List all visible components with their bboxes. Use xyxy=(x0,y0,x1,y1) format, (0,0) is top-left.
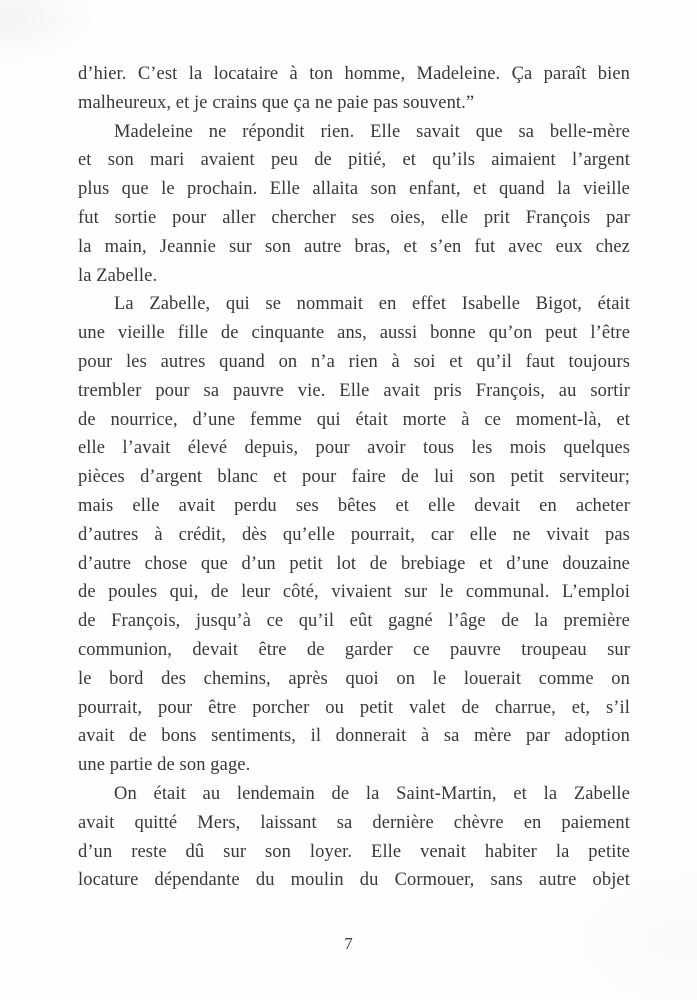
text-line: communion, devait être de garder ce pauvre troupeau sur xyxy=(78,639,630,660)
text-line: la main, Jeannie sur son autre bras, et s’en fut avec eux chez xyxy=(78,236,630,257)
text-line: La Zabelle, qui se nommait en effet Isabelle Bigot, était xyxy=(114,294,630,315)
text-line: On était au lendemain de la Saint-Martin, et la Zabelle xyxy=(114,783,630,804)
text-line: locature dépendante du moulin du Cormouer, sans autre objet xyxy=(78,870,630,891)
text-line: pour les autres quand on n’a rien à soi et qu’il faut toujours xyxy=(78,351,630,372)
text-line: d’autre chose que d’un petit lot de brebiage et d’une douzaine xyxy=(78,553,630,574)
text-line: de nourrice, d’une femme qui était morte à ce moment-là, et xyxy=(78,409,630,430)
text-line: trembler pour sa pauvre vie. Elle avait pris François, au sortir xyxy=(78,380,630,401)
text-line: une partie de son gage. xyxy=(78,755,251,776)
text-line: elle l’avait élevé depuis, pour avoir tous les mois quelques xyxy=(78,438,630,459)
paragraph xyxy=(78,780,630,895)
text-line: plus que le prochain. Elle allaita son enfant, et quand la vieille xyxy=(78,179,630,200)
text-line: le bord des chemins, après quoi on le louerait comme on xyxy=(78,668,630,689)
paragraph xyxy=(78,290,630,780)
text-line: d’hier. C’est la locataire à ton homme, Madeleine. Ça paraît bien xyxy=(78,64,630,84)
page-number: 7 xyxy=(344,934,353,953)
text-line: mais elle avait perdu ses bêtes et elle devait en acheter xyxy=(78,495,630,516)
text-line: la Zabelle. xyxy=(78,265,158,286)
text-line: Madeleine ne répondit rien. Elle savait que sa belle-mère xyxy=(114,121,630,142)
paragraph xyxy=(78,60,630,118)
text-line: avait de bons sentiments, il donnerait à sa mère par adoption xyxy=(78,726,630,747)
text-line: avait quitté Mers, laissant sa dernière chèvre en paiement xyxy=(78,812,630,833)
text-line: malheureux, et je crains que ça ne paie pas souvent.” xyxy=(78,92,475,113)
text-line: pièces d’argent blanc et pour faire de lui son petit serviteur; xyxy=(78,467,630,488)
text-line: une vieille fille de cinquante ans, aussi bonne qu’on peut l’être xyxy=(78,323,630,344)
paragraph xyxy=(78,118,630,291)
text-line: d’autres à crédit, dès qu’elle pourrait, car elle ne vivait pas xyxy=(78,524,630,545)
text-line: de François, jusqu’à ce qu’il eût gagné l’âge de la première xyxy=(78,611,630,632)
text-line: fut sortie pour aller chercher ses oies, elle prit François par xyxy=(78,207,630,228)
text-line: et son mari avaient peu de pitié, et qu’ils aimaient l’argent xyxy=(78,150,630,171)
page-text xyxy=(78,60,630,895)
text-line: de poules qui, de leur côté, vivaient sur le communal. L’emploi xyxy=(78,582,630,603)
text-line: d’un reste dû sur son loyer. Elle venait habiter la petite xyxy=(78,841,630,862)
text-line: pourrait, pour être porcher ou petit valet de charrue, et, s’il xyxy=(78,697,630,718)
